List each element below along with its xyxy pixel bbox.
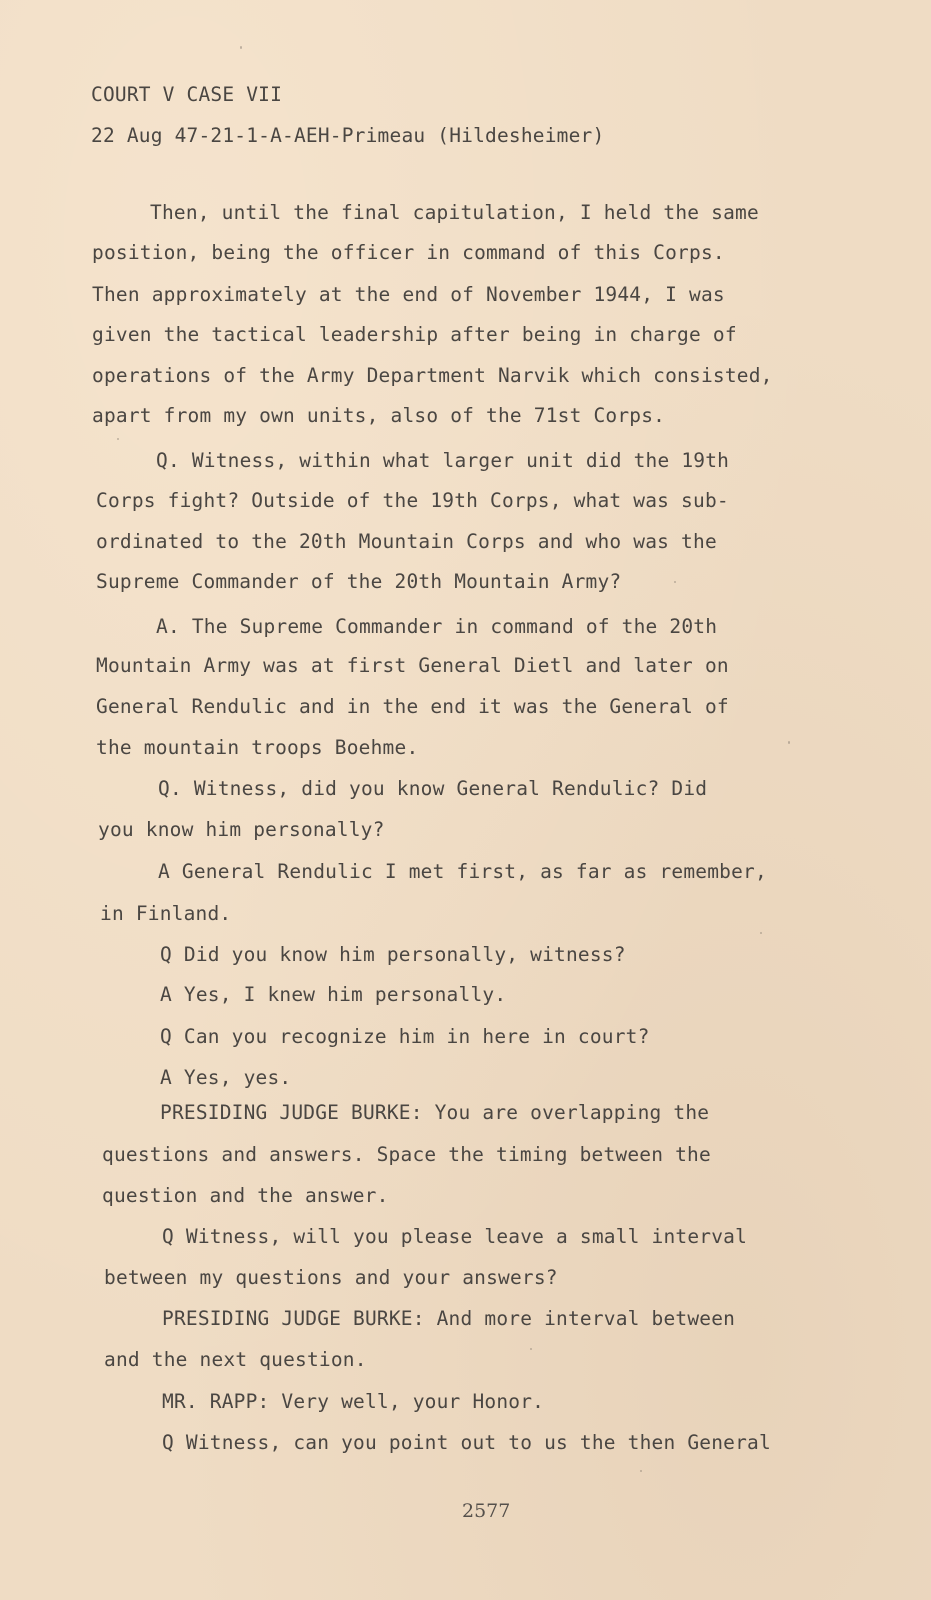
paper-speck: [240, 46, 242, 49]
transcript-line: Mountain Army was at first General Dietl and later on: [96, 654, 729, 677]
paper-speck: [788, 741, 790, 744]
transcript-counsel: MR. RAPP: Very well, your Honor.: [162, 1390, 545, 1413]
paper-speck: [674, 581, 676, 583]
transcript-line: and the next question.: [104, 1348, 367, 1371]
transcript-question: Q Witness, will you please leave a small interval: [162, 1225, 748, 1248]
transcript-question: Q Witness, can you point out to us the then General: [162, 1431, 771, 1454]
transcript-question: Q Did you know him personally, witness?: [160, 943, 626, 966]
docket-line: 22 Aug 47-21-1-A-AEH-Primeau (Hildesheimer): [91, 124, 605, 147]
transcript-line: position, being the officer in command of this Corps.: [92, 241, 725, 264]
transcript-question: Q. Witness, did you know General Rendulic? Did: [158, 777, 708, 800]
transcript-line: between my questions and your answers?: [104, 1266, 558, 1289]
page-number: 2577: [462, 1500, 511, 1522]
transcript-line: the mountain troops Boehme.: [96, 736, 419, 759]
transcript-line: question and the answer.: [102, 1184, 389, 1207]
transcript-answer: A General Rendulic I met first, as far as remember,: [158, 860, 767, 883]
transcript-line: Corps fight? Outside of the 19th Corps, what was sub-: [96, 489, 729, 512]
paper-speck: [760, 932, 762, 934]
transcript-line: in Finland.: [100, 902, 232, 925]
transcript-judge: PRESIDING JUDGE BURKE: And more interval between: [162, 1307, 736, 1330]
paper-speck: [530, 1348, 532, 1350]
paper-speck: [117, 438, 119, 440]
transcript-judge: PRESIDING JUDGE BURKE: You are overlapping the: [160, 1101, 710, 1124]
transcript-line: General Rendulic and in the end it was the General of: [96, 695, 729, 718]
transcript-question: Q Can you recognize him in here in court?: [160, 1025, 650, 1048]
paper-speck: [640, 1470, 642, 1472]
transcript-answer: A Yes, yes.: [160, 1066, 292, 1089]
transcript-line: apart from my own units, also of the 71st Corps.: [92, 404, 666, 427]
transcript-answer: A. The Supreme Commander in command of the 20th: [156, 615, 718, 638]
transcript-line: questions and answers. Space the timing between the: [102, 1143, 711, 1166]
transcript-line: operations of the Army Department Narvik which consisted,: [92, 364, 773, 387]
transcript-line: given the tactical leadership after being in charge of: [92, 323, 737, 346]
transcript-line: ordinated to the 20th Mountain Corps and who was the: [96, 530, 717, 553]
transcript-line: Then, until the final capitulation, I held the same: [150, 201, 759, 224]
court-case-heading: COURT V CASE VII: [91, 83, 283, 106]
transcript-line: you know him personally?: [98, 818, 385, 841]
transcript-answer: A Yes, I knew him personally.: [160, 983, 507, 1006]
transcript-question: Q. Witness, within what larger unit did the 19th: [156, 449, 730, 472]
transcript-line: Supreme Commander of the 20th Mountain Army?: [96, 570, 622, 593]
transcript-line: Then approximately at the end of November 1944, I was: [92, 283, 725, 306]
